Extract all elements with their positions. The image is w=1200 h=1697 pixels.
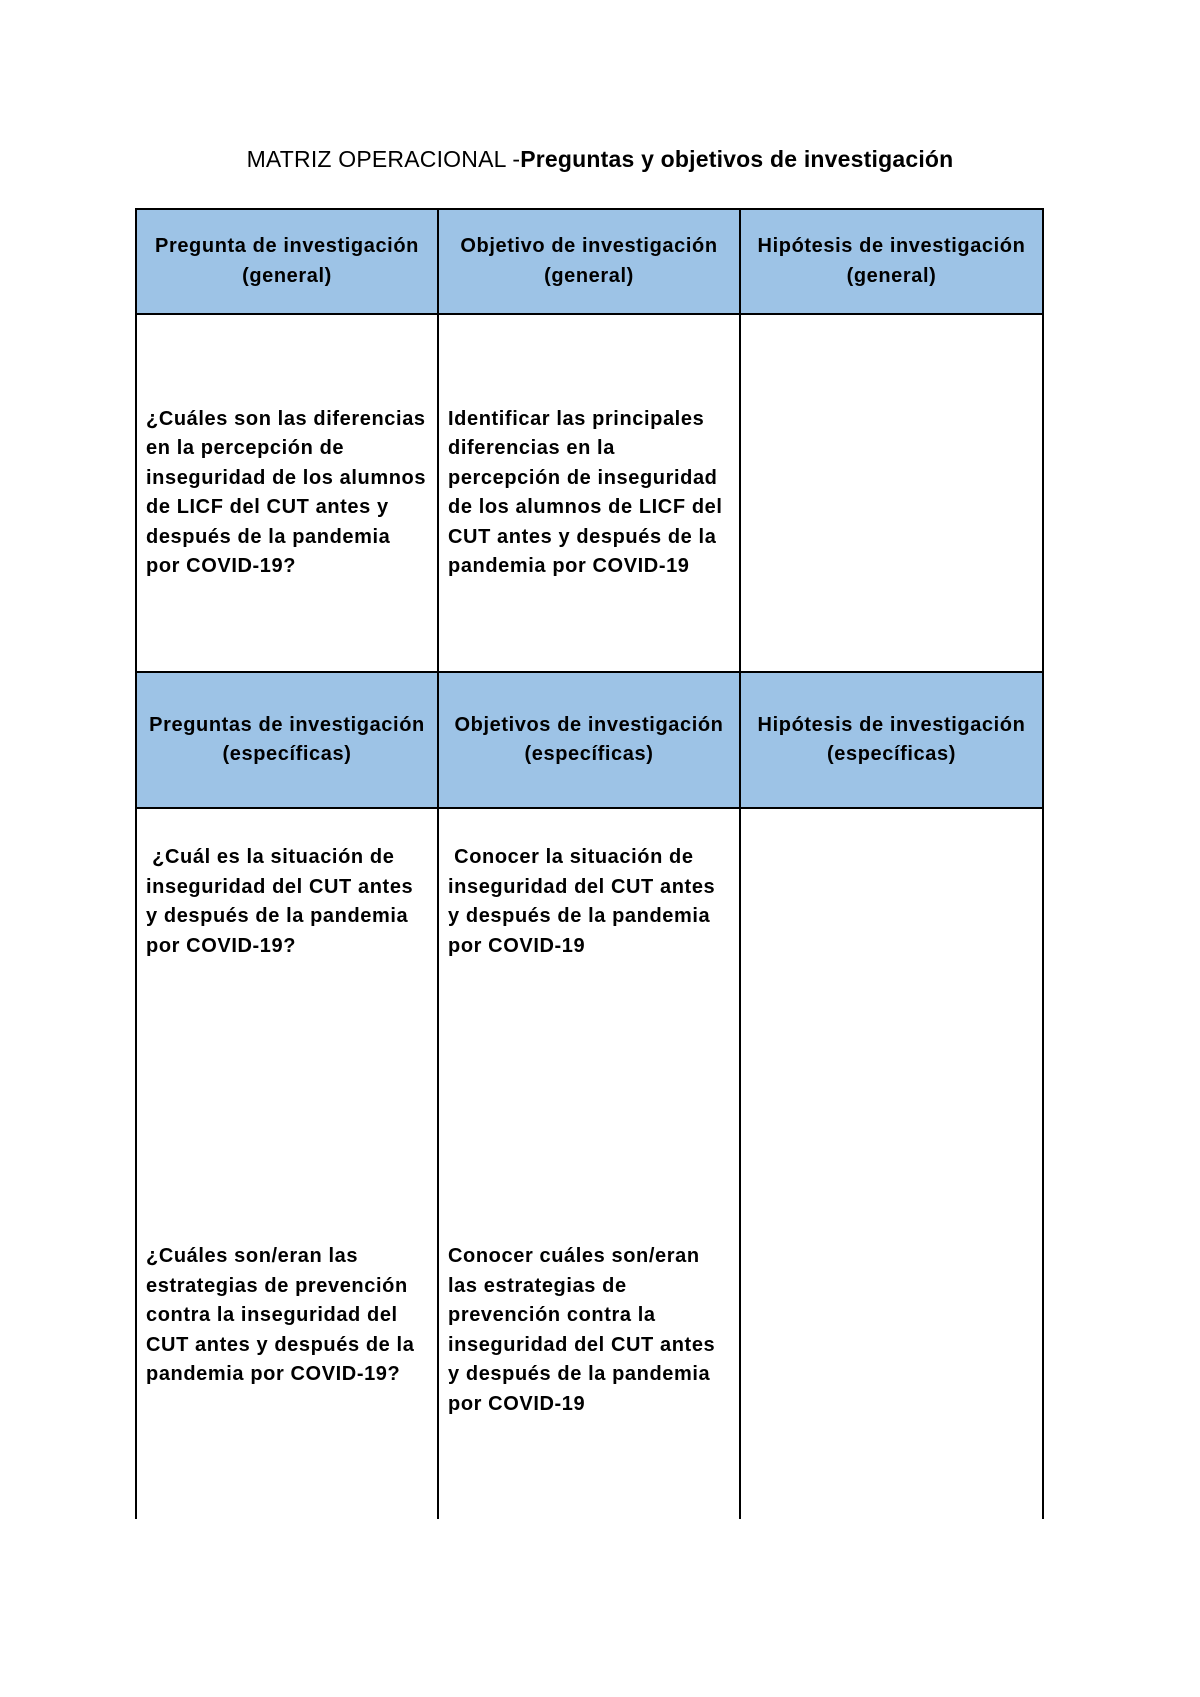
specific-questions-cell [136, 808, 438, 1519]
specific-objective-2: Conocer cuáles son/eran las estrategias de prevención contra la inseguridad del CUT antes y después de la pandemia por COVID-19 [448, 1245, 716, 1415]
header-general-question: Pregunta de investigación (general) [136, 209, 438, 314]
title-bold: Preguntas y objetivos de investigación [520, 146, 954, 172]
general-question-cell: ¿Cuáles son las diferencias en la percepción de inseguridad de los alumnos de LICF del CUT antes y después de la pandemia por COVID-19? [136, 314, 438, 672]
specific-hypotheses-cell [740, 808, 1043, 1519]
operational-matrix-table [135, 208, 1044, 1519]
header-specific-objectives: Objetivos de investigación (específicas) [438, 672, 740, 808]
general-objective-cell: Identificar las principales diferencias en la percepción de inseguridad de los alumnos de LICF del CUT antes y después de la pandemia por COVID-19 [438, 314, 740, 672]
specific-objective-1: Conocer la situación de inseguridad del CUT antes y después de la pandemia por COVID-19 [448, 846, 722, 957]
title-regular: MATRIZ OPERACIONAL - [246, 146, 521, 172]
specific-content-row [136, 808, 1043, 1519]
page-title [0, 144, 1200, 174]
specific-objectives-cell [438, 808, 740, 1519]
specific-question-1: ¿Cuál es la situación de inseguridad del CUT antes y después de la pandemia por COVID-19? [146, 846, 420, 957]
specific-question-2: ¿Cuáles son/eran las estrategias de prevención contra la inseguridad del CUT antes y después de la pandemia por COVID-19? [146, 1245, 415, 1385]
header-specific-hypotheses: Hipótesis de investigación (específicas) [740, 672, 1043, 808]
general-header-row [136, 209, 1043, 314]
general-content-row [136, 314, 1043, 672]
header-specific-questions: Preguntas de investigación (específicas) [136, 672, 438, 808]
header-general-objective: Objetivo de investigación (general) [438, 209, 740, 314]
general-hypothesis-cell [740, 314, 1043, 672]
specific-header-row [136, 672, 1043, 808]
header-general-hypothesis: Hipótesis de investigación (general) [740, 209, 1043, 314]
